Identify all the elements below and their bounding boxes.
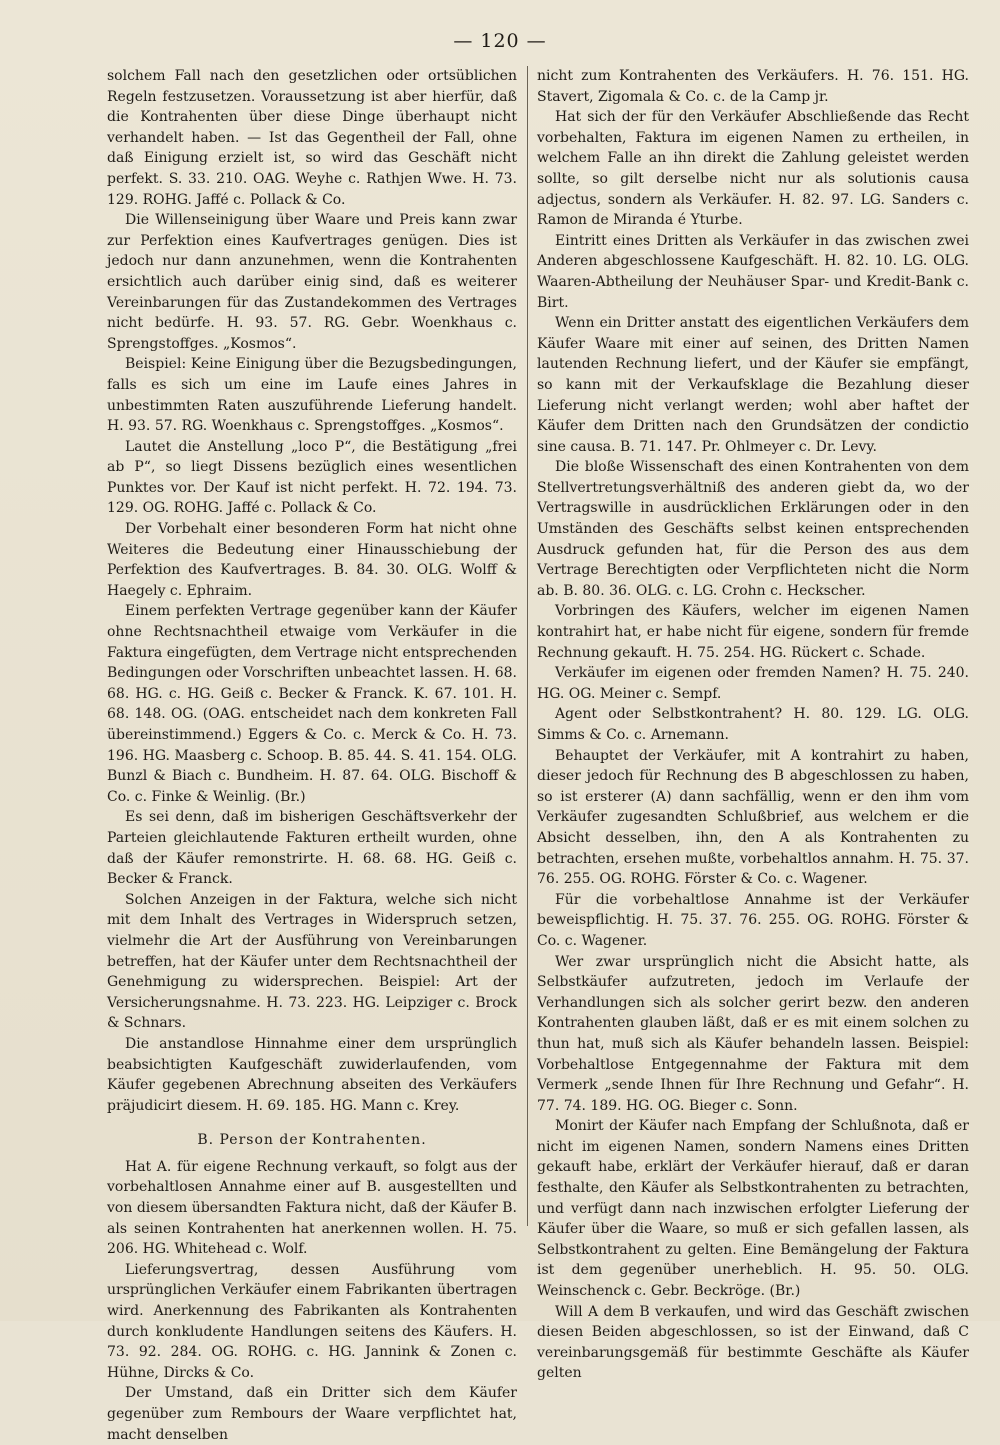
right-column [537,66,969,1382]
left-paragraph: Lautet die Anstellung „loco P“, die Bestätigung „frei ab P“, so liegt Dissens bezüglich eines wesentlichen Punktes vor. Der Kauf ist nicht perfekt. H. 72. 194. 73. 129. OG. ROHG. Jaffé c. Pollack & Co. [107,438,517,517]
left-paragraph: Lieferungsvertrag, dessen Ausführung vom ursprünglichen Verkäufer einem Fabrikanten übertragen wird. Anerkennung des Fabrikanten als Kontrahenten durch konkludente Handlungen seitens des Käufers. H. 73. 92. 284. OG. ROHG. c. HG. Jannink & Zonen c. Hühne, Dircks & Co. [107,1261,517,1381]
left-paragraph: Die Willenseinigung über Waare und Preis kann zwar zur Perfektion eines Kaufvertrages genügen. Dies ist jedoch nur dann anzunehmen, wenn die Kontrahenten ersichtlich auch darüber einig sind, daß es weiterer Vereinbarungen für das Zustandekommen des Vertrages nicht bedürfe. H. 93. 57. RG. Gebr. Woenkhaus c. Sprengstoffges. „Kosmos“. [107,212,517,352]
left-paragraph: Hat A. für eigene Rechnung verkauft, so folgt aus der vorbehaltlosen Annahme einer auf B. ausgestellten und von diesem übersandten Faktura nicht, daß der Käufer B. als seinen Kontrahenten hat anerkennen wollen. H. 75. 206. HG. Whitehead c. Wolf. [107,1158,517,1258]
page-number: — 120 — [453,30,547,52]
right-paragraph: Monirt der Käufer nach Empfang der Schlußnota, daß er nicht im eigenen Namen, sondern Namens eines Dritten gekauft habe, erklärt der Verkäufer hierauf, daß er daran festhalte, den Käufer als Selbstkontrahenten zu betrachten, und verfügt dann nach inzwischen erfolgter Lieferung der Käufer über die Waare, so muß er sich gefallen lassen, als Selbstkontrahent zu gelten. Eine Bemängelung der Faktura ist dem gegenüber unerheblich. H. 95. 50. OLG. Weinschenck c. Gebr. Beckröge. (Br.) [537,1118,969,1300]
right-paragraph: Wer zwar ursprünglich nicht die Absicht hatte, als Selbstkäufer aufzutreten, jedoch im Verlaufe der Verhandlungen sich als solcher gerirt bezw. den anderen Kontrahenten glauben läßt, daß er es mit einem solchen zu thun hat, muß sich als Käufer behandeln lassen. Beispiel: Vorbehaltlose Entgegennahme der Faktura mit dem Vermerk „sende Ihnen für Ihre Rechnung und Gefahr“. H. 77. 74. 189. HG. OG. Bieger c. Sonn. [537,953,969,1114]
section-heading: B. Person der Kontrahenten. [197,1132,427,1149]
left-paragraph: Der Vorbehalt einer besonderen Form hat nicht ohne Weiteres die Bedeutung einer Hinausschiebung der Perfektion des Kaufvertrages. B. 84. 30. OLG. Wolff & Haegely c. Ephraim. [107,521,517,599]
right-paragraph: Wenn ein Dritter anstatt des eigentlichen Verkäufers dem Käufer Waare mit einer auf seinen, des Dritten Namen lautenden Rechnung liefert, und der Käufer sie empfängt, so kann mit der Verkaufsklage die Bezahlung dieser Lieferung nicht verlangt werden; wohl aber haftet der Käufer dem Dritten nach den Grundsätzen der condictio sine causa. B. 71. 147. Pr. Ohlmeyer c. Dr. Levy. [537,315,969,455]
left-paragraph: Solchen Anzeigen in der Faktura, welche sich nicht mit dem Inhalt des Vertrages in Widerspruch setzen, vielmehr die Art der Ausführung von Vereinbarungen betreffen, hat der Käufer unter dem Rechtsnachtheil der Genehmigung zu widersprechen. Beispiel: Art der Versicherungsnahme. H. 73. 223. HG. Leipziger c. Brock & Schnars. [107,891,517,1032]
column-divider [527,66,528,1226]
right-paragraph: Vorbringen des Käufers, welcher im eigenen Namen kontrahirt hat, er habe nicht für eigene, sondern für fremde Rechnung gekauft. H. 75. 254. HG. Rückert c. Schade. [537,603,969,661]
left-paragraph: Beispiel: Keine Einigung über die Bezugsbedingungen, falls es sich um eine im Laufe eines Jahres in unbestimmten Raten auszuführende Lieferung handelt. H. 93. 57. RG. Woenkhaus c. Sprengstoffges. „Kosmos“. [107,356,517,435]
left-paragraph: Einem perfekten Vertrage gegenüber kann der Käufer ohne Rechtsnachtheil etwaige vom Verkäufer in die Faktura eingefügten, dem Vertrage nicht entsprechenden Bedingungen oder Vorschriften unbeachtet lassen. H. 68. 68. HG. c. HG. Geiß c. Becker & Franck. K. 67. 101. H. 68. 148. OG. (OAG. entscheidet nach dem konkreten Fall übereinstimmend.) Eggers & Co. c. Merck & Co. H. 73. 196. HG. Maasberg c. Schoop. B. 85. 44. S. 41. 154. OLG. Bunzl & Biach c. Bundheim. H. 87. 64. OLG. Bischoff & Co. c. Finke & Weinlig. (Br.) [107,603,517,805]
right-paragraph: Behauptet der Verkäufer, mit A kontrahirt zu haben, dieser jedoch für Rechnung des B abgeschlossen zu haben, so ist ersterer (A) dann sachfällig, wenn er den ihm vom Verkäufer zugesandten Schlußbrief, aus welchem er die Absicht desselben, ihn, den A als Kontrahenten zu betrachten, ersehen mußte, vorbehaltlos annahm. H. 75. 37. 76. 255. OG. ROHG. Förster & Co. c. Wagener. [537,747,969,888]
right-paragraph: Die bloße Wissenschaft des einen Kontrahenten von dem Stellvertretungsverhältniß des anderen giebt da, wo der Vertragswille in ausdrücklichen Erklärungen oder in den Umständen des Geschäfts selbst keinen entsprechenden Ausdruck gefunden hat, für die Person des aus dem Vertrage Berechtigten oder Verpflichteten nicht die Norm ab. B. 80. 36. OLG. c. LG. Crohn c. Heckscher. [537,459,969,599]
left-paragraph: Es sei denn, daß im bisherigen Geschäftsverkehr der Parteien gleichlautende Fakturen ertheilt wurden, ohne daß der Käufer remonstrirte. H. 68. 68. HG. Geiß c. Becker & Franck. [107,809,517,888]
right-paragraph: Verkäufer im eigenen oder fremden Namen? H. 75. 240. HG. OG. Meiner c. Sempf. [537,665,969,702]
right-paragraph: nicht zum Kontrahenten des Verkäufers. H. 76. 151. HG. Stavert, Zigomala & Co. c. de la Camp jr. [537,68,969,105]
right-paragraph: Für die vorbehaltlose Annahme ist der Verkäufer beweispflichtig. H. 75. 37. 76. 255. OG. ROHG. Förster & Co. c. Wagener. [537,891,969,949]
right-paragraph: Will A dem B verkaufen, und wird das Geschäft zwischen diesen Beiden abgeschlossen, so ist der Einwand, daß C vereinbarungsgemäß für bestimmte Geschäfte als Käufer gelten [537,1303,969,1382]
left-paragraph: Die anstandlose Hinnahme einer dem ursprünglich beabsichtigten Kaufgeschäft zuwiderlaufenden, vom Käufer gegebenen Abrechnung abseiten des Verkäufers präjudicirt diesem. H. 69. 185. HG. Mann c. Krey. [107,1035,517,1114]
right-paragraph: Eintritt eines Dritten als Verkäufer in das zwischen zwei Anderen abgeschlossene Kaufgeschäft. H. 82. 10. LG. OLG. Waaren-Abtheilung der Neuhäuser Spar- und Kredit-Bank c. Birt. [537,232,969,311]
right-paragraph: Hat sich der für den Verkäufer Abschließende das Recht vorbehalten, Faktura im eigenen Namen zu ertheilen, in welchem Falle an ihn direkt die Zahlung geleistet werden sollte, so gilt derselbe nicht nur als solutionis causa adjectus, sondern als Verkäufer. H. 82. 97. LG. Sanders c. Ramon de Miranda é Yturbe. [537,109,969,229]
left-paragraph: Der Umstand, daß ein Dritter sich dem Käufer gegenüber zum Rembours der Waare verpflichtet hat, macht denselben [107,1385,517,1443]
left-column [107,66,517,1443]
left-paragraph: solchem Fall nach den gesetzlichen oder ortsüblichen Regeln festzusetzen. Voraussetzung ist aber hierfür, daß die Kontrahenten über diese Dinge überhaupt nicht verhandelt haben. — Ist das Gegentheil der Fall, ohne daß Einigung erzielt ist, so wird das Geschäft nicht perfekt. S. 33. 210. OAG. Weyhe c. Rathjen Wwe. H. 73. 129. ROHG. Jaffé c. Pollack & Co. [107,68,517,208]
right-paragraph: Agent oder Selbstkontrahent? H. 80. 129. LG. OLG. Simms & Co. c. Arnemann. [537,706,969,743]
